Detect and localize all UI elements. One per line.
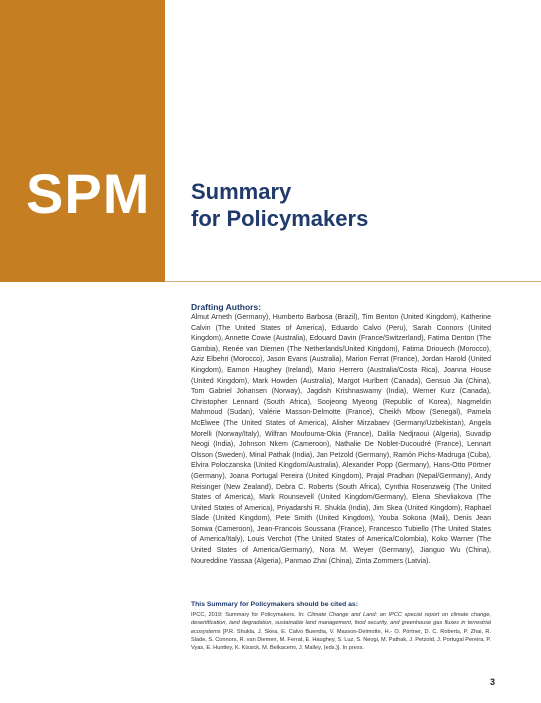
- header-divider: [165, 281, 541, 282]
- page-number: 3: [490, 677, 496, 687]
- citation-text: [191, 611, 491, 652]
- drafting-authors-list: Almut Arneth (Germany), Humberto Barbosa (Brazil), Tim Benton (United Kingdom), Katherine Calvin (The United States of America), Eduardo Calvo (Peru), Sarah Connors (United Kingdom), Annette Cowie (Australia), Edouard Davin (France/Switzerland), Fatima Denton (The Gambia), Renée van Diemen (The Netherlands/United Kingdom), Fatima Driouech (Morocco), Aziz Elbehri (Morocco), Jason Evans (Australia), Marion Ferrat (France), Jordan Harold (United Kingdom), Eamon Haughey (Ireland), Mario Herrero (Australia/Costa Rica), Joanna House (United Kingdom), Mark Howden (Australia), Margot Hurlbert (Canada), Gensuo Jia (China), Tom Gabriel Johansen (Norway), Jagdish Krishnaswamy (India), Werner Kurz (Canada), Christopher Lennard (South Africa), Soojeong Myeong (Republic of Korea), Nagmeldin Mahmoud (Sudan), Valérie Masson-Delmotte (France), Cheikh Mbow (Senegal), Pamela McElwee (The United States of America), Alisher Mirzabaev (Germany/Uzbekistan), Angela Morelli (Norway/Italy), Wilfran Moufouma-Okia (France), Dalila Nedjraoui (Algeria), Suvadip Neogi (India), Johnson Nkem (Cameroon), Nathalie De Noblet-Ducoudré (France), Lennart Olsson (Sweden), Minal Pathak (India), Jan Petzold (Germany), Ramón Pichs-Madruga (Cuba), Elvira Poloczanska (United Kingdom/Australia), Alexander Popp (Germany), Hans-Otto Pörtner (Germany), Joana Portugal Pereira (United Kingdom), Prajal Pradhan (Nepal/Germany), Andy Reisinger (New Zealand), Debra C. Roberts (South Africa), Cynthia Rosenzweig (The United States of America), Mark Rounsevell (United Kingdom/Germany), Elena Shevliakova (The United States of America), Priyadarshi R. Shukla (India), Jim Skea (United Kingdom), Raphael Slade (United Kingdom), Pete Smith (United Kingdom), Youba Sokona (Mali), Denis Jean Sonwa (Cameroon), Jean-Francois Soussana (France), Francesco Tubiello (The United States of America/Italy), Louis Verchot (The United States of America/Colombia), Koko Warner (The United States of America/Germany), Nora M. Weyer (Germany), Jianguo Wu (China), Noureddine Yassaa (Algeria), Panmao Zhai (China), Zinta Zommers (Latvia).: [191, 314, 491, 565]
- chapter-label: SPM: [26, 162, 151, 225]
- citation-suffix: [P.R. Shukla, J. Skea, E. Calvo Buendia, V. Masson-Delmotte, H.- O. Pörtner, D. C. Roberts, P. Zhai, R. Slade, S. Connors, R. van Diemen, M. Ferrat, E. Haughey, S. Luz, S. Neogi, M. Pathak, J. Petzold, J. Portugal Pereira, P. Vyas, E. Huntley, K. Kissick, M. Belkacemi, J. Malley, (eds.)]. In press.: [191, 628, 491, 652]
- chapter-color-block: [0, 0, 165, 282]
- citation-prefix: IPCC, 2019: Summary for Policymakers. In:: [191, 612, 308, 618]
- page-title: [191, 178, 368, 232]
- title-line-2: for Policymakers: [191, 206, 369, 231]
- title-line-1: Summary: [191, 179, 292, 204]
- citation-heading: This Summary for Policymakers should be cited as:: [191, 601, 358, 608]
- drafting-authors-heading: Drafting Authors:: [191, 302, 262, 312]
- citation-report-title: Climate Change and Land: an IPCC special report on climate change, desertification, land degradation, sustainable land management, food security, and greenhouse gas fluxes in terrestrial ecosystems: [191, 612, 491, 635]
